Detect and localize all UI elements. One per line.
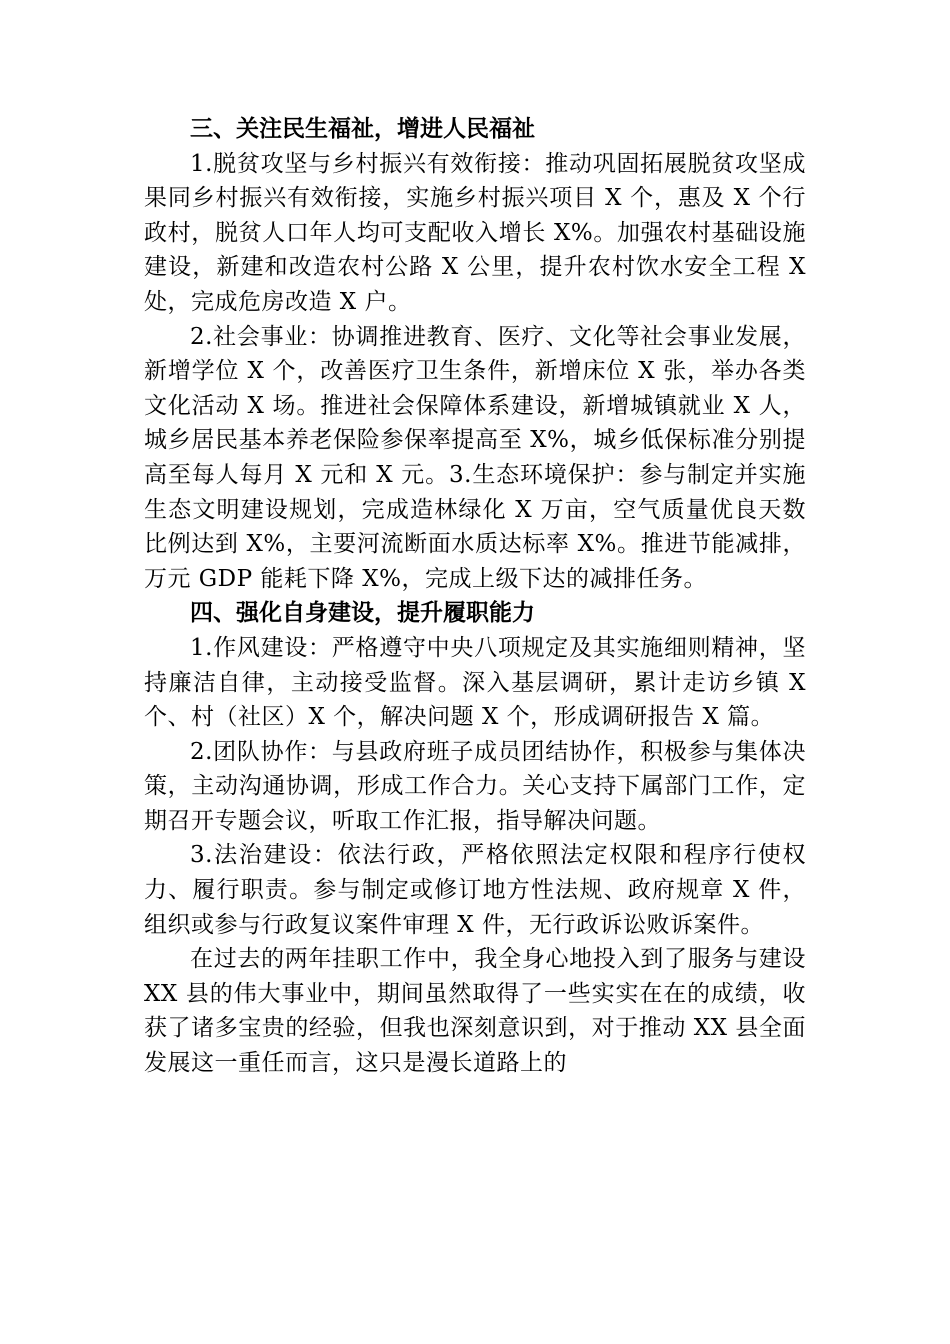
paragraph-rule-of-law: 3.法治建设：依法行政，严格依照法定权限和程序行使权力、履行职责。参与制定或修订地方性法规、政府规章 X 件，组织或参与行政复议案件审理 X 件，无行政诉讼败诉案件。 [144, 842, 806, 938]
paragraph-closing: 在过去的两年挂职工作中，我全身心地投入到了服务与建设 XX 县的伟大事业中，期间虽然取得了一些实实在在的成绩，收获了诸多宝贵的经验，但我也深刻意识到，对于推动 XX 县全面发展这一重任而言，这只是漫长道路上的 [144, 946, 806, 1077]
section-heading-4: 四、强化自身建设，提升履职能力 [190, 600, 535, 627]
paragraph-teamwork: 2.团队协作：与县政府班子成员团结协作，积极参与集体决策，主动沟通协调，形成工作合力。关心支持下属部门工作，定期召开专题会议，听取工作汇报，指导解决问题。 [144, 738, 806, 834]
paragraph-work-style: 1.作风建设：严格遵守中央八项规定及其实施细则精神，坚持廉洁自律，主动接受监督。深入基层调研，累计走访乡镇 X 个、村（社区）X 个，解决问题 X 个，形成调研报告 X 篇。 [144, 634, 806, 731]
document-page [144, 112, 806, 1081]
paragraph-social-affairs: 2.社会事业：协调推进教育、医疗、文化等社会事业发展，新增学位 X 个，改善医疗卫生条件，新增床位 X 张，举办各类文化活动 X 场。推进社会保障体系建设，新增城镇就业 X 人，城乡居民基本养老保险参保率提高至 X%，城乡低保标准分别提高至每人每月 X 元和 X 元。3.生态环境保护：参与制定并实施生态文明建设规划，完成造林绿化 X 万亩，空气质量优良天数比例达到 X%，主要河流断面水质达标率 X%。推进节能减排，万元 GDP 能耗下降 X%，完成上级下达的减排任务。 [144, 323, 806, 592]
section-heading-3: 三、关注民生福祉，增进人民福祉 [190, 116, 535, 142]
paragraph-rural-revitalization: 1.脱贫攻坚与乡村振兴有效衔接：推动巩固拓展脱贫攻坚成果同乡村振兴有效衔接，实施乡村振兴项目 X 个，惠及 X 个行政村，脱贫人口年人均可支配收入增长 X%。加强农村基础设施建设，新建和改造农村公路 X 公里，提升农村饮水安全工程 X 处，完成危房改造 X 户。 [144, 150, 806, 315]
